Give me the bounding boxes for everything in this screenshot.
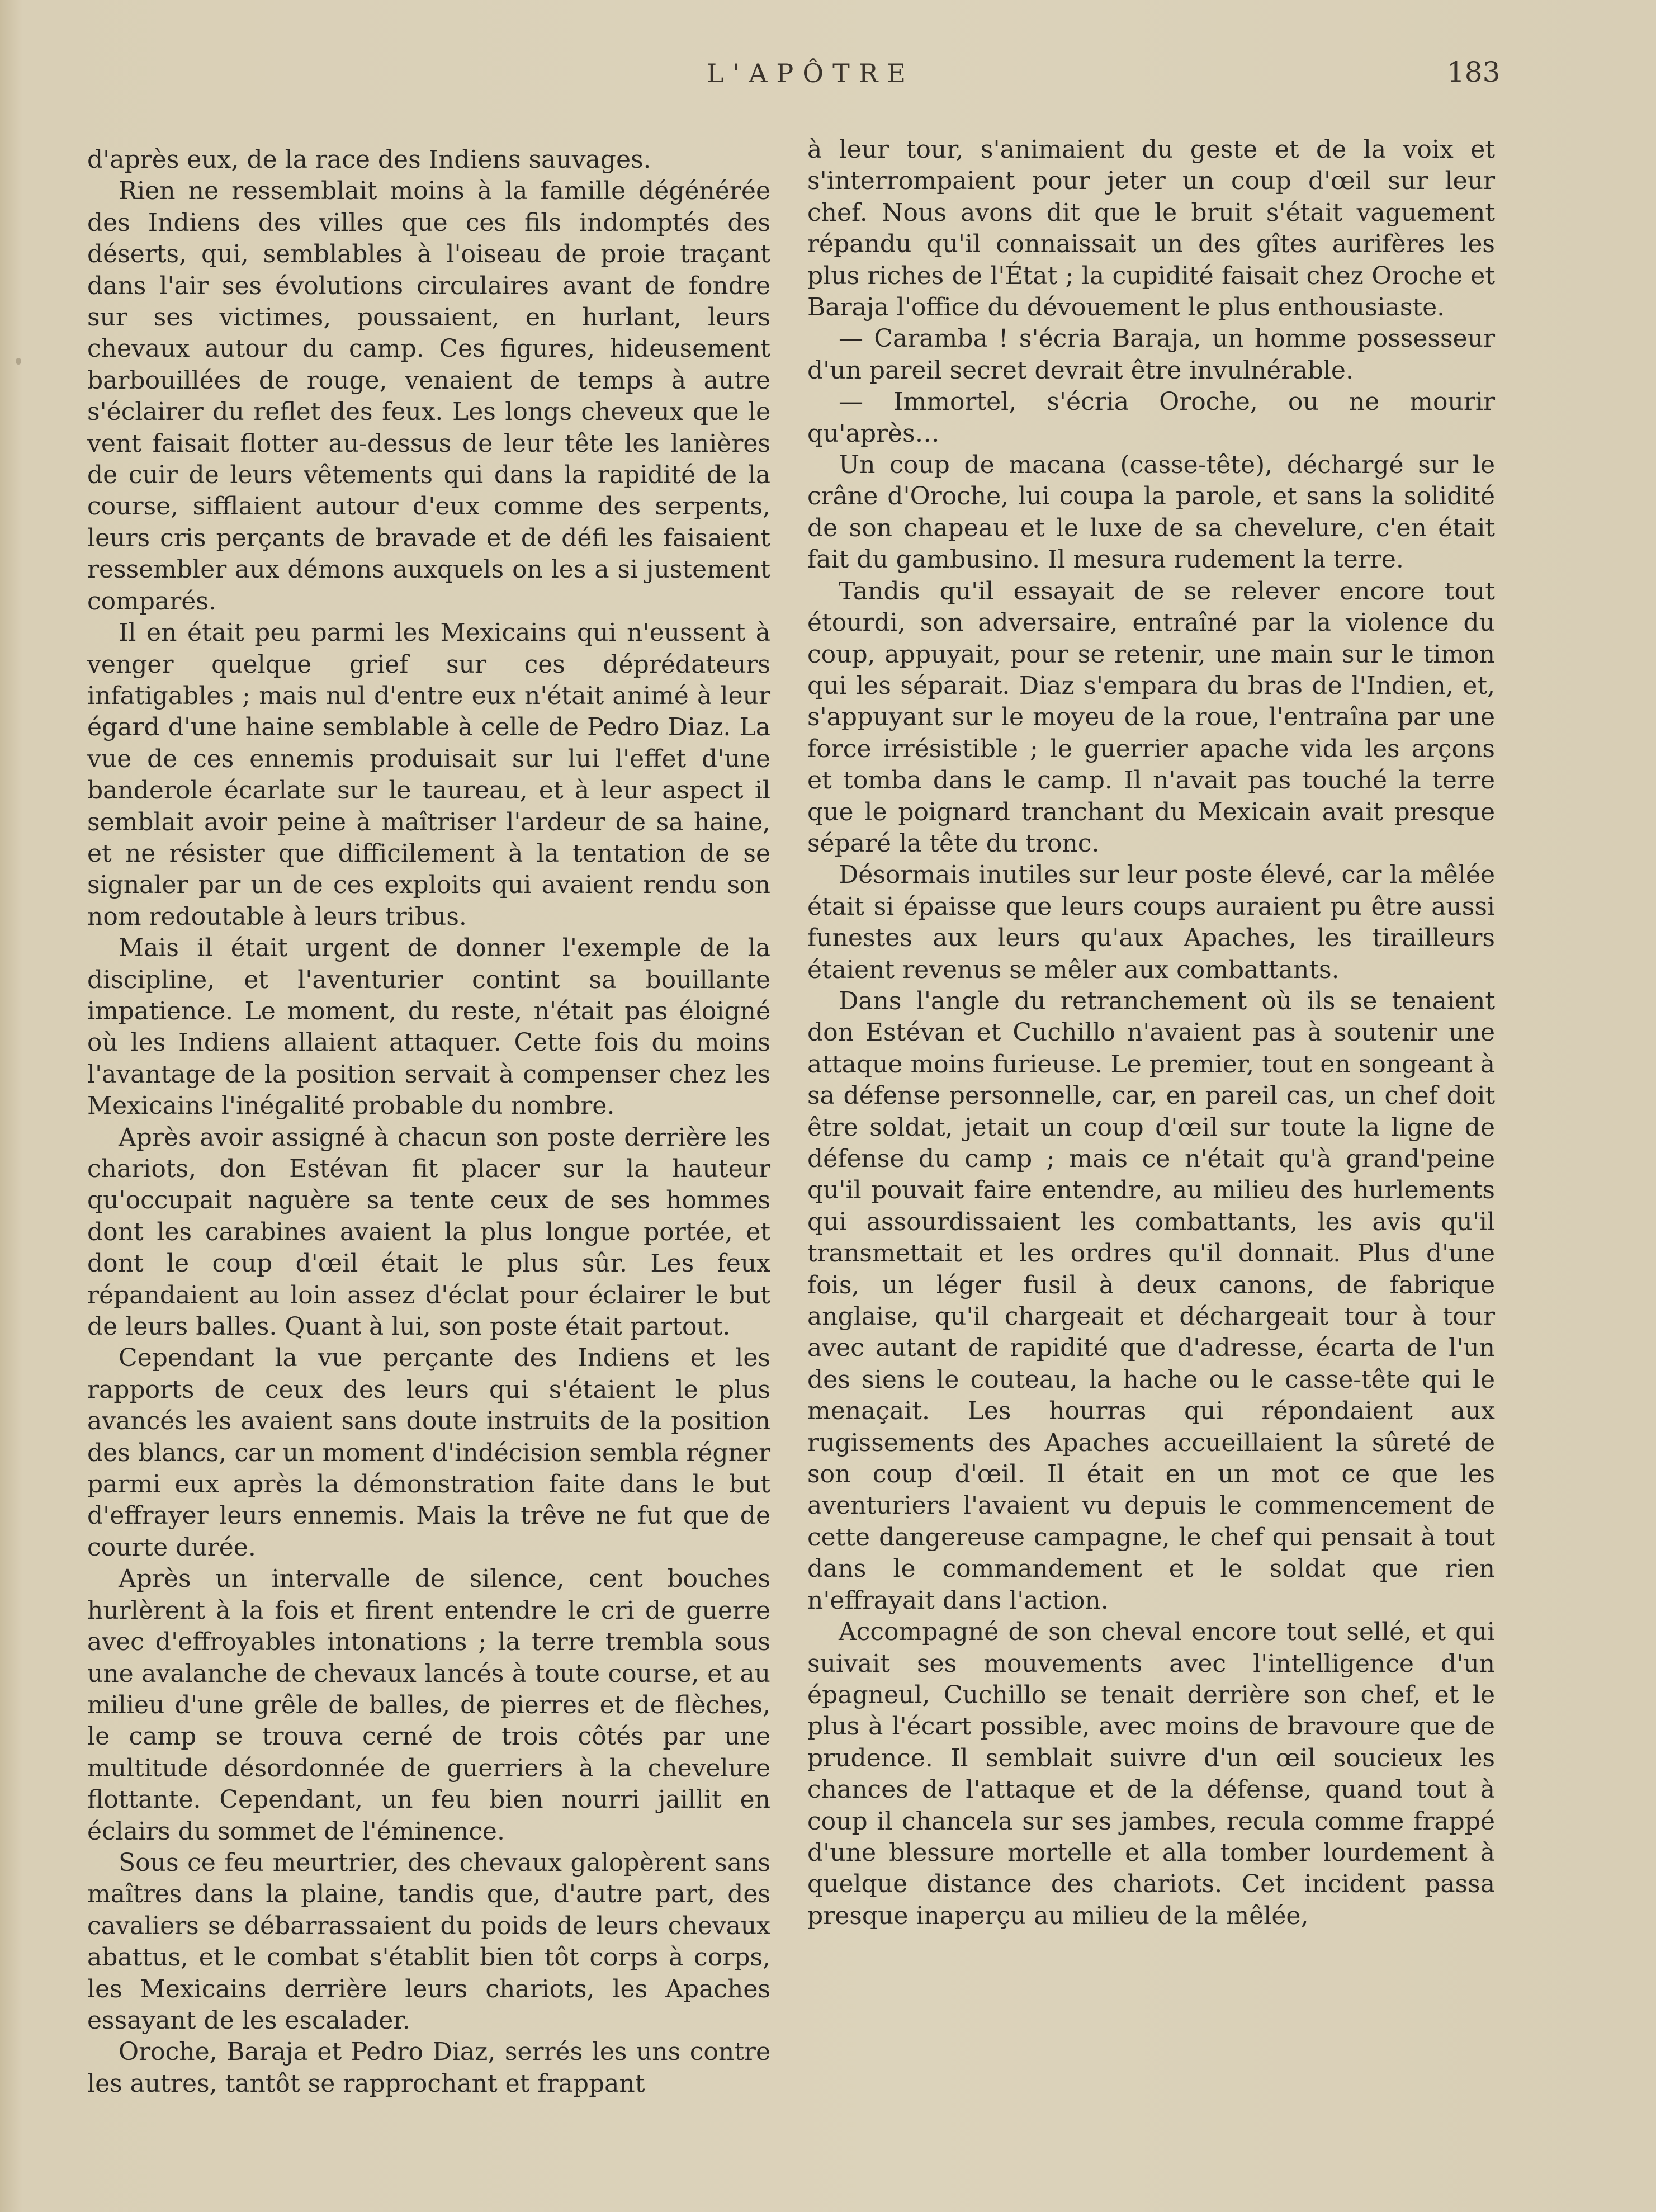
paragraph: Après un intervalle de silence, cent bouches hurlèrent à la fois et firent entendre le cri de guerre avec d'effroyables intonations ; la terre trembla sous une avalanche de chevaux lancés à toute course, et au milieu d'une grêle de balles, de pierres et de flèches, le camp se trouva cerné de trois côtés par une multitude désordonnée de guerriers à la chevelure flottante. Cependant, un feu bien nourri jaillit en éclairs du sommet de l'éminence. — [87, 1565, 770, 1846]
page-number: 183 — [1447, 56, 1501, 88]
paragraph: Désormais inutiles sur leur poste élevé, car la mêlée était si épaisse que leurs coups auraient pu être aussi funestes aux leurs qu'aux Apaches, les tirailleurs étaient revenus se mêler aux combattants. — [807, 861, 1495, 984]
paragraph: Mais il était urgent de donner l'exemple de la discipline, et l'aventurier contint sa bouillante impatience. Le moment, du reste, n'était pas éloigné où les Indiens allaient attaquer. Cette fois du moins l'avantage de la position servait à compenser chez les Mexicains l'inégalité probable du nombre. — [87, 934, 770, 1121]
paragraph: Oroche, Baraja et Pedro Diaz, serrés les uns contre les autres, tantôt se rapprochant et frappant — [87, 2038, 770, 2098]
paragraph: Après avoir assigné à chacun son poste derrière les chariots, don Estévan fit placer sur la hauteur qu'occupait naguère sa tente ceux de ses hommes dont les carabines avaient la plus longue portée, et dont le coup d'œil était le plus sûr. Les feux répandaient au loin assez d'éclat pour éclairer le but de leurs balles. Quant à lui, son poste était partout. — [87, 1123, 770, 1341]
running-title: L'APÔTRE — [707, 58, 915, 88]
right-column — [807, 134, 1495, 1932]
page-smudge — [16, 358, 21, 365]
dialogue-line: — Immortel, s'écria Oroche, ou ne mourir qu'après… — [807, 387, 1495, 448]
paragraph: Accompagné de son cheval encore tout sellé, et qui suivait ses mouvements avec l'intelligence d'un épagneul, Cuchillo se tenait derrière son chef, et le plus à l'écart possible, avec moins de bravoure que de prudence. Il semblait suivre d'un œil soucieux les chances de l'attaque et de la défense, quand tout à coup il chancela sur ses jambes, recula comme frappé d'une blessure mortelle et alla tomber lourdement à quelque distance des chariots. Cet incident passa presque inaperçu au milieu de la mêlée, — [807, 1618, 1495, 1930]
paragraph: Tandis qu'il essayait de se relever encore tout étourdi, son adversaire, entraîné par la violence du coup, appuyait, pour se retenir, une main sur le timon qui les séparait. Diaz s'empara du bras de l'Indien, et, s'appuyant sur le moyeu de la roue, l'entraîna par une force irrésistible ; le guerrier apache vida les arçons et tomba dans le camp. Il n'avait pas touché la terre que le poignard tranchant du Mexicain avait presque séparé la tête du tronc. — [807, 576, 1495, 858]
left-column — [87, 144, 770, 2100]
paragraph: Il en était peu parmi les Mexicains qui n'eussent à venger quelque grief sur ces déprédateurs infatigables ; mais nul d'entre eux n'était animé à leur égard d'une haine semblable à celle de Pedro Diaz. La vue de ces ennemis produisait sur lui l'effet d'une banderole écarlate sur le taureau, et à leur aspect il semblait avoir peine à maîtriser l'ardeur de sa haine, et ne résister que difficilement à la tentation de se signaler par un de ces exploits qui avaient rendu son nom redoutable à leurs tribus. — [87, 618, 770, 931]
paragraph: d'après eux, de la race des Indiens sauvages. — [87, 145, 651, 174]
paragraph: Dans l'angle du retranchement où ils se tenaient don Estévan et Cuchillo n'avaient pas à soutenir une attaque moins furieuse. Le premier, tout en songeant à sa défense personnelle, car, en pareil cas, un chef doit être soldat, jetait un coup d'œil sur toute la ligne de défense du camp ; mais ce n'était qu'à grand'peine qu'il pouvait faire entendre, au milieu des hurlements qui assourdissaient les combattants, les avis qu'il transmettait et les ordres qu'il donnait. Plus d'une fois, un léger fusil à deux canons, de fabrique anglaise, qu'il chargeait et déchargeait tour à tour avec autant de rapidité que d'adresse, écarta de l'un des siens le couteau, la hache ou le casse-tête qui le menaçait. Les hourras qui répondaient aux rugissements des Apaches accueillaient la sûreté de son coup d'œil. Il était en un mot ce que les aventuriers l'avaient vu depuis le commencement de cette dangereuse campagne, le chef qui pensait à tout dans le commandement et le soldat que rien n'effrayait dans l'action. — [807, 986, 1495, 1615]
paragraph: Rien ne ressemblait moins à la famille dégénérée des Indiens des villes que ces fils indomptés des déserts, qui, semblables à l'oiseau de proie traçant dans l'air ses évolutions circulaires avant de fondre sur ses victimes, poussaient, en hurlant, leurs chevaux autour du camp. Ces figures, hideusement barbouillées de rouge, venaient de temps à autre s'éclairer du reflet des feux. Les longs cheveux que le vent faisait flotter au-dessus de leur tête les lanières de cuir de leurs vêtements qui dans la rapidité de la course, sifflaient autour d'eux comme des serpents, leurs cris perçants de bravade et de défi les faisaient ressembler aux démons auxquels on les a si justement comparés. — [87, 177, 770, 616]
paragraph: Un coup de macana (casse-tête), déchargé sur le crâne d'Oroche, lui coupa la parole, et sans la solidité de son chapeau et le luxe de sa chevelure, c'en était fait du gambusino. Il mesura rudement la terre. — [807, 451, 1495, 574]
paragraph: à leur tour, s'animaient du geste et de la voix et s'interrompaient pour jeter un coup d'œil sur leur chef. Nous avons dit que le bruit s'était vaguement répandu qu'il connaissait un des gîtes aurifères les plus riches de l'État ; la cupidité faisait chez Oroche et Baraja l'office du dévouement le plus enthousiaste. — [807, 135, 1495, 322]
paragraph: Sous ce feu meurtrier, des chevaux galopèrent sans maîtres dans la plaine, tandis que, d'autre part, des cavaliers se débarrassaient du poids de leurs chevaux abattus, et le combat s'établit bien tôt corps à corps, les Mexicains derrière leurs chariots, les Apaches essayant de les escalader. — [87, 1848, 770, 2035]
dialogue-line: — Caramba ! s'écria Baraja, un homme possesseur d'un pareil secret devrait être invulnérable. — [807, 324, 1495, 385]
paragraph: Cependant la vue perçante des Indiens et les rapports de ceux des leurs qui s'étaient le plus avancés les avaient sans doute instruits de la position des blancs, car un moment d'indécision sembla régner parmi eux après la démonstration faite dans le but d'effrayer leurs ennemis. Mais la trêve ne fut que de courte durée. — [87, 1344, 770, 1562]
